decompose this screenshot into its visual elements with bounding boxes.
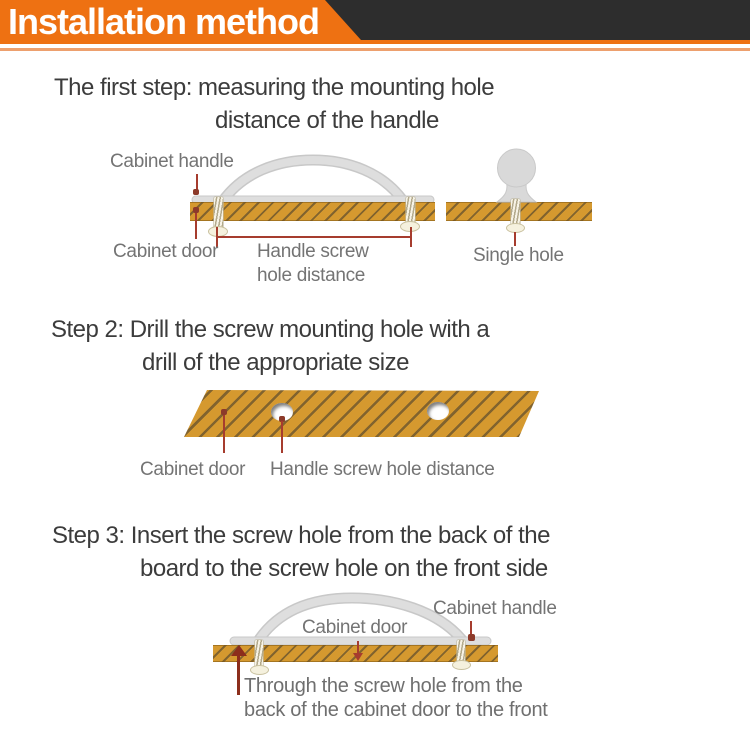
cabinet-handle-pointer-dot [193,189,199,195]
header-underline [0,48,750,51]
cabinet-door-label-3: Cabinet door [302,617,408,638]
cabinet-door-pointer-line-2 [223,415,225,453]
screw-left [214,197,223,228]
cabinet-door-label-2: Cabinet door [140,459,246,480]
cabinet-handle-label-2: Cabinet handle [433,598,557,619]
through-hole-arrow-shaft [237,655,240,695]
step3-heading-line1: Step 3: Insert the screw hole from the back of the [52,522,550,549]
through-hole-note-line1: Through the screw hole from the [244,675,523,697]
step2-heading-line1: Step 2: Drill the screw mounting hole with a [51,316,490,343]
step3-heading-line2: board to the screw hole on the front side [140,555,548,582]
step1-heading-line2: distance of the handle [215,107,439,134]
step2-heading-line2: drill of the appropriate size [142,349,409,376]
screw-right [406,197,415,224]
cabinet-door-label: Cabinet door [113,241,219,262]
through-hole-note-line2: back of the cabinet door to the front [244,699,548,721]
drill-hole-right [427,402,449,420]
cabinet-door-board [190,202,435,221]
cabinet-door-arrow-down-icon [353,653,363,661]
cabinet-handle-pointer-dot-2 [468,634,475,641]
dimension-line [217,236,412,238]
cabinet-handle-label: Cabinet handle [110,151,234,172]
screw-distance-label-line1: Handle screw [257,241,369,262]
single-hole-label: Single hole [473,245,564,266]
single-hole-pointer-line [514,232,516,246]
page-title: Installation method [8,1,320,42]
step1-heading-line1: The first step: measuring the mounting hole [54,74,495,101]
drilled-board [180,388,545,439]
nut-right-2 [452,660,471,670]
knob-illustration [490,148,545,204]
screw-left-2 [255,640,263,668]
hole-pointer-line [281,421,283,453]
cabinet-door-pointer-line [195,213,197,239]
screw-distance-label-line2: hole distance [257,265,366,286]
nut-left-2 [250,665,269,675]
screw-distance-label-2: Handle screw hole distance [270,459,495,480]
knob-screw [511,199,520,225]
